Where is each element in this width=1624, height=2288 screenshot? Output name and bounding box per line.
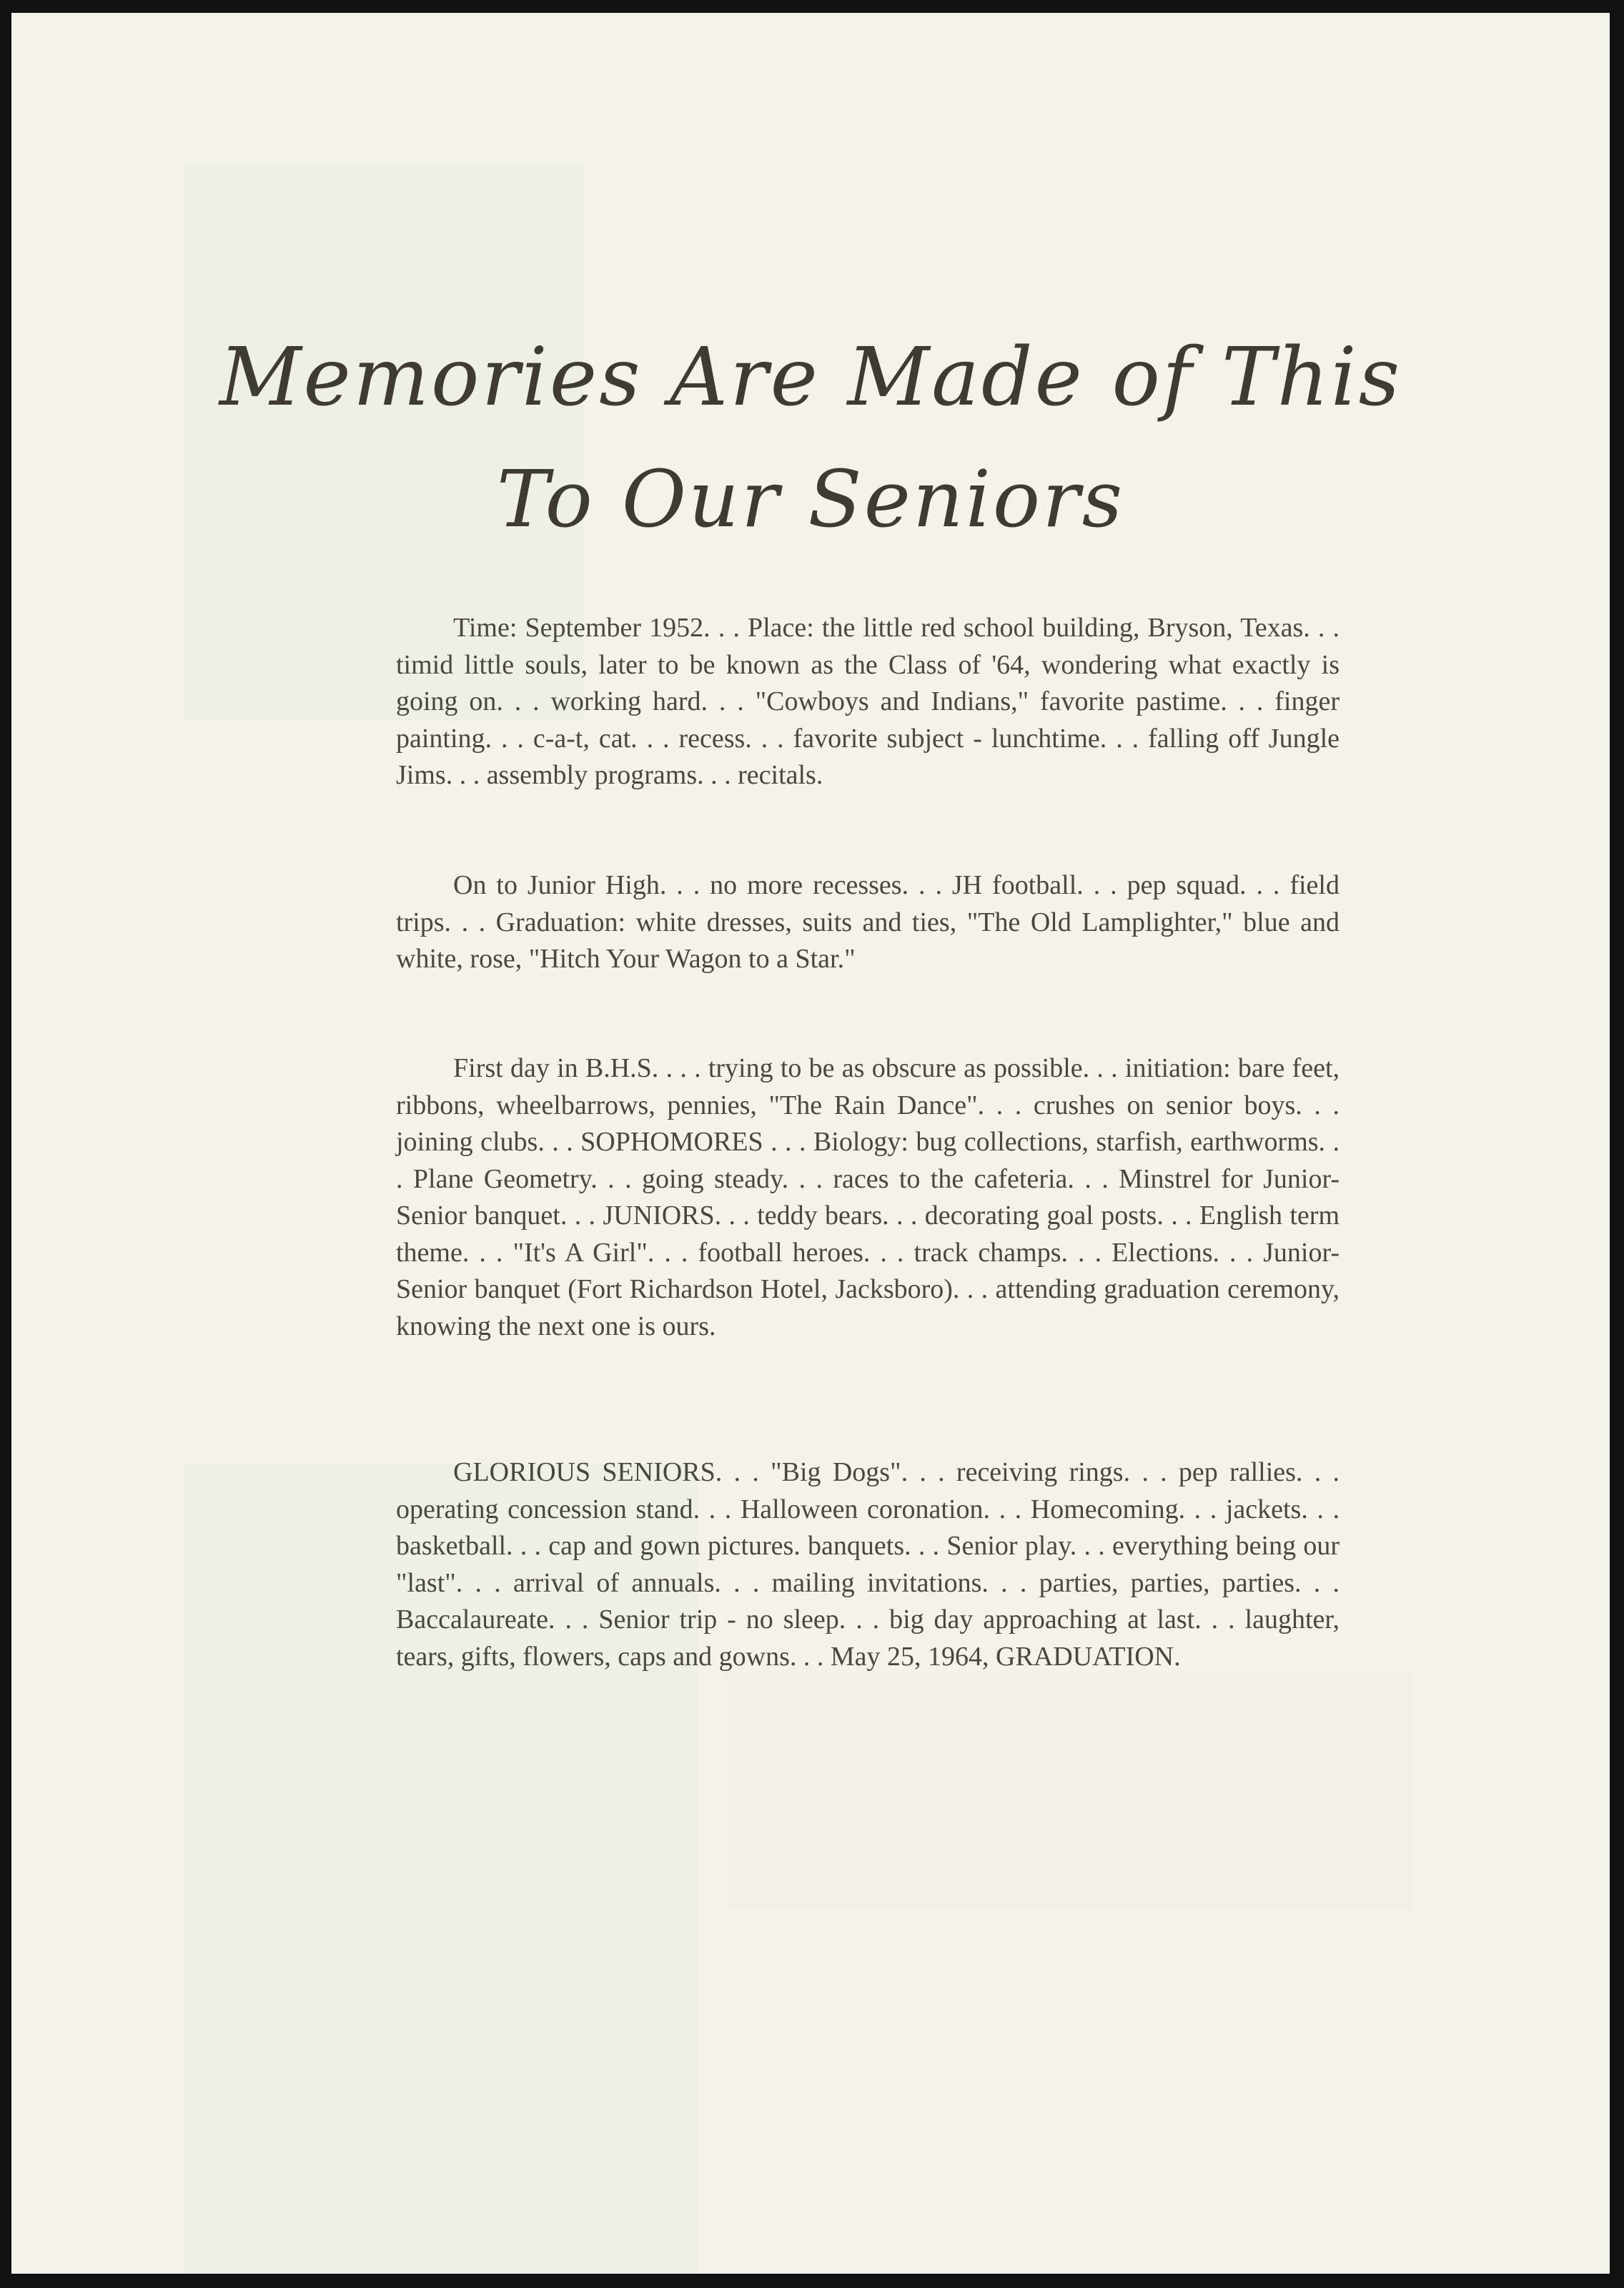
paragraph-senior-year [396, 1454, 1340, 1675]
paragraph-high-school [396, 1050, 1340, 1345]
page-title: Memories Are Made of This [219, 331, 1402, 424]
paragraph-junior-high [396, 867, 1340, 978]
paragraph-elementary [396, 610, 1340, 794]
paragraph-text: Time: September 1952. . . Place: the little red school building, Bryson, Texas. . . timid little souls, later to be known as the Class of '64, wondering what exactly is going on. . . working hard. . . "Cowboys and Indians," favorite pastime. . . finger painting. . . c-a-t, cat. . . recess. . . favorite subject - lunchtime. . . falling off Jungle Jims. . . assembly programs. . . recitals. [396, 613, 1340, 790]
paragraph-text: First day in B.H.S. . . . trying to be as obscure as possible. . . initiation: bare feet, ribbons, wheelbarrows, pennies, "The Rain Dance". . . crushes on senior boys. . . joining clubs. . . SOPHOMORES . . . Biology: bug collections, starfish, earthworms. . . Plane Geometry. . . going steady. . . races to the cafeteria. . . Minstrel for Junior-Senior banquet. . . JUNIORS. . . teddy bears. . . decorating goal posts. . . English term theme. . . "It's A Girl". . . football heroes. . . track champs. . . Elections. . . Junior-Senior banquet (Fort Richardson Hotel, Jacksboro). . . attending graduation ceremony, knowing the next one is ours. [396, 1053, 1340, 1341]
paragraph-text: GLORIOUS SENIORS. . . "Big Dogs". . . receiving rings. . . pep rallies. . . operating concession stand. . . Halloween coronation. . . Homecoming. . . jackets. . . basketball. . . cap and gown pictures. banquets. . . Senior play. . . everything being our "last". . . arrival of annuals. . . mailing invitations. . . parties, parties, parties. . . Baccalaureate. . . Senior trip - no sleep. . . big day approaching at last. . . laughter, tears, gifts, flowers, caps and gowns. . . May 25, 1964, GRADUATION. [396, 1457, 1340, 1672]
bleed-through-shadow [726, 1672, 1412, 1908]
page-subtitle: To Our Seniors [496, 453, 1125, 545]
yearbook-page [11, 13, 1610, 2274]
paragraph-text: On to Junior High. . . no more recesses. . . JH football. . . pep squad. . . field trips. . . Graduation: white dresses, suits and ties, "The Old Lamplighter," blue and white, rose, "Hitch Your Wagon to a Star." [396, 870, 1340, 974]
